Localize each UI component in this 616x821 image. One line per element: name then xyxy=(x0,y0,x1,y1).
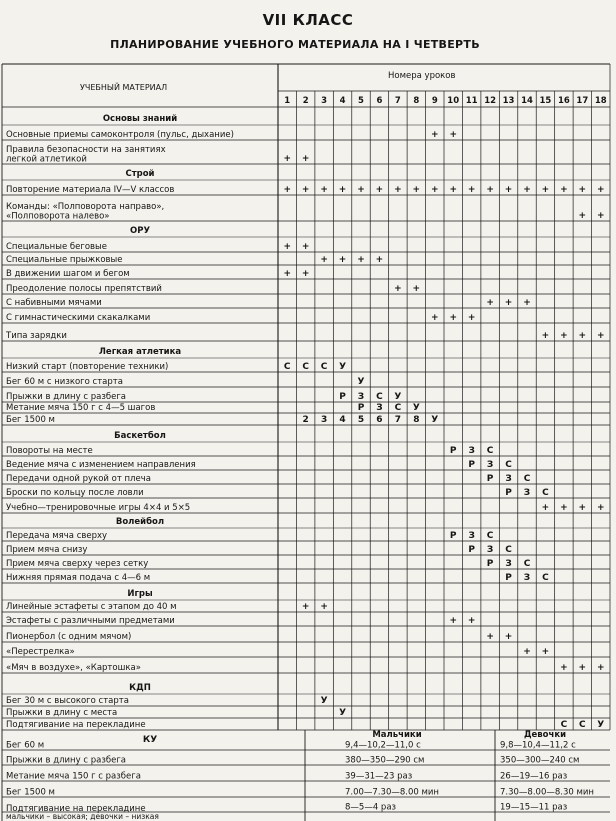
lesson-mark: + xyxy=(560,663,568,673)
ku-boys-value: 8—5—4 раз xyxy=(345,802,397,813)
row-label: Команды: «Полповорота направо», xyxy=(6,202,165,212)
lesson-mark: + xyxy=(283,242,291,252)
row-label: Прыжки в длину с разбега xyxy=(6,392,126,402)
lesson-mark: + xyxy=(504,185,513,195)
row-label: Передача мяча сверху xyxy=(6,531,108,541)
lesson-mark: З xyxy=(486,545,494,555)
lesson-number: 17 xyxy=(576,96,589,106)
ku-row-label: Бег 1500 м xyxy=(6,787,55,798)
row-label: Броски по кольцу после ловли xyxy=(6,488,144,498)
lesson-mark: Р xyxy=(505,573,512,583)
lesson-mark: + xyxy=(504,298,513,308)
lesson-mark: + xyxy=(357,255,365,265)
lesson-mark: Р xyxy=(357,403,365,413)
lesson-mark: 7 xyxy=(394,415,402,425)
lesson-mark: + xyxy=(541,185,550,195)
material-header: УЧЕБНЫЙ МАТЕРИАЛ xyxy=(80,83,168,92)
lesson-mark: + xyxy=(523,185,531,195)
row-label: Метание мяча 150 г с 4—5 шагов xyxy=(6,403,156,413)
page-title: VII КЛАСС xyxy=(262,11,354,29)
lesson-mark: + xyxy=(301,602,310,612)
section-title: Легкая атлетика xyxy=(98,347,182,357)
lesson-number: 5 xyxy=(358,96,364,106)
row-label: В движении шагом и бегом xyxy=(6,269,130,279)
lesson-mark: + xyxy=(412,185,421,195)
ku-girls-value: 26—19—16 раз xyxy=(500,771,568,782)
row-label: Ведение мяча с изменением направления xyxy=(6,460,196,470)
ku-row-label: Прыжки в длину с разбега xyxy=(6,755,126,766)
ku-row-label: Подтягивание на перекладине xyxy=(6,804,146,814)
lesson-mark: + xyxy=(338,185,347,195)
lesson-mark: У xyxy=(412,403,420,413)
lesson-mark: + xyxy=(431,185,439,195)
lesson-mark: + xyxy=(394,284,402,294)
lesson-mark: + xyxy=(283,185,291,195)
row-label: Бег 60 м с низкого старта xyxy=(6,377,123,387)
lesson-mark: + xyxy=(597,185,605,195)
lesson-mark: + xyxy=(486,185,494,195)
ku-row-label-continued: мальчики – высокая; девочки – низкая xyxy=(6,812,159,821)
lesson-mark: С xyxy=(579,720,586,730)
ku-row-label: Бег 60 м xyxy=(6,740,45,751)
lesson-mark: 6 xyxy=(376,415,383,425)
lesson-number: 10 xyxy=(447,96,460,106)
ku-boys-header: Мальчики xyxy=(372,730,422,740)
section-title: КДП xyxy=(129,683,151,693)
lesson-mark: С xyxy=(505,460,512,470)
lesson-mark: 2 xyxy=(302,415,309,425)
page-subtitle: ПЛАНИРОВАНИЕ УЧЕБНОГО МАТЕРИАЛА НА I ЧЕТВЕРТЬ xyxy=(110,38,480,51)
lesson-mark: С xyxy=(486,531,494,541)
lesson-number: 7 xyxy=(394,96,401,106)
lesson-mark: Р xyxy=(339,392,346,402)
ku-girls-value: 9,8—10,4—11,2 с xyxy=(500,740,576,751)
row-label: Прыжки в длину с места xyxy=(6,708,118,718)
lesson-mark: + xyxy=(320,255,328,265)
lesson-mark: 3 xyxy=(320,415,328,425)
lesson-number: 15 xyxy=(539,96,552,106)
row-label: С гимнастическими скакалками xyxy=(6,313,151,323)
lesson-mark: С xyxy=(505,545,512,555)
lesson-mark: С xyxy=(523,559,531,569)
lesson-mark: С xyxy=(560,720,568,730)
lesson-mark: + xyxy=(301,242,310,252)
lesson-mark: + xyxy=(560,331,568,341)
lesson-mark: + xyxy=(578,331,587,341)
lesson-mark: + xyxy=(449,185,457,195)
lesson-mark: + xyxy=(560,503,568,513)
lesson-mark: З xyxy=(505,559,512,569)
lesson-mark: + xyxy=(597,211,605,221)
ku-boys-value: 39—31—23 раз xyxy=(345,771,413,782)
lesson-mark: З xyxy=(376,403,383,413)
lesson-mark: + xyxy=(523,298,531,308)
ku-row-label: Метание мяча 150 г с разбега xyxy=(6,771,141,782)
lesson-mark: + xyxy=(449,313,457,323)
row-label: Пионербол (с одним мячом) xyxy=(6,632,132,642)
lesson-mark: У xyxy=(431,415,439,425)
ku-girls-value: 350—300—240 см xyxy=(500,755,580,766)
lesson-mark: Р xyxy=(468,460,475,470)
lessons-header: Номера уроков xyxy=(388,71,456,81)
lesson-number: 16 xyxy=(557,96,570,106)
lesson-mark: Р xyxy=(449,446,457,456)
lesson-mark: С xyxy=(320,362,328,372)
lesson-mark: + xyxy=(449,616,457,626)
lesson-mark: С xyxy=(542,488,549,498)
lesson-mark: Р xyxy=(505,488,512,498)
lesson-number: 18 xyxy=(594,96,607,106)
lesson-number: 9 xyxy=(431,96,438,106)
row-label: Нижняя прямая подача с 4—6 м xyxy=(6,573,151,583)
row-label: Эстафеты с различными предметами xyxy=(6,616,175,626)
lesson-mark: 4 xyxy=(339,415,346,425)
row-label: С набивными мячами xyxy=(6,298,102,308)
lesson-number: 2 xyxy=(302,96,309,106)
lesson-mark: С xyxy=(302,362,309,372)
ku-boys-value: 9,4—10,2—11,0 с xyxy=(345,740,421,751)
lesson-mark: + xyxy=(486,298,494,308)
lesson-mark: С xyxy=(486,446,494,456)
lesson-mark: + xyxy=(486,632,494,642)
lesson-number: 13 xyxy=(502,96,515,106)
lesson-mark: + xyxy=(431,130,439,140)
lesson-mark: + xyxy=(412,284,421,294)
lesson-mark: З xyxy=(523,488,531,498)
row-label-continued: легкой атлетикой xyxy=(6,154,87,165)
row-label: Правила безопасности на занятиях xyxy=(6,145,166,155)
lesson-mark: + xyxy=(467,185,476,195)
lesson-number: 4 xyxy=(339,96,346,106)
lesson-number: 8 xyxy=(413,96,420,106)
lesson-mark: З xyxy=(357,392,365,402)
lesson-number: 11 xyxy=(465,96,478,106)
ku-boys-value: 7.00—7.30—8.00 мин xyxy=(345,787,439,798)
lesson-mark: + xyxy=(320,602,328,612)
lesson-number: 14 xyxy=(521,96,533,106)
section-title: ОРУ xyxy=(129,226,151,236)
section-title: Баскетбол xyxy=(114,431,166,441)
ku-girls-value: 19—15—11 раз xyxy=(500,802,568,813)
row-label: Передачи одной рукой от плеча xyxy=(6,474,151,484)
lesson-mark: У xyxy=(320,696,328,706)
lesson-mark: + xyxy=(578,663,587,673)
row-label: Линейные эстафеты с этапом до 40 м xyxy=(6,602,177,612)
lesson-mark: + xyxy=(541,331,550,341)
lesson-mark: + xyxy=(467,616,476,626)
section-title: Волейбол xyxy=(115,517,165,527)
row-label: Преодоление полосы препятствий xyxy=(6,284,162,294)
lesson-mark: С xyxy=(523,474,531,484)
row-label: «Перестрелка» xyxy=(6,647,75,657)
lesson-mark: + xyxy=(301,154,310,164)
lesson-mark: + xyxy=(541,503,550,513)
row-label: Бег 30 м с высокого старта xyxy=(6,696,129,706)
lesson-mark: З xyxy=(468,446,475,456)
lesson-mark: + xyxy=(578,503,587,513)
lesson-mark: С xyxy=(376,392,383,402)
lesson-mark: + xyxy=(597,663,605,673)
lesson-mark: + xyxy=(541,647,550,657)
lesson-mark: + xyxy=(523,647,531,657)
ku-boys-value: 380—350—290 см xyxy=(345,755,425,766)
row-label: Специальные беговые xyxy=(6,242,107,252)
row-label: Специальные прыжковые xyxy=(6,255,123,265)
lesson-mark: + xyxy=(597,331,605,341)
lesson-number: 6 xyxy=(376,96,383,106)
lesson-mark: + xyxy=(504,632,513,642)
lesson-mark: + xyxy=(560,185,568,195)
lesson-number: 3 xyxy=(321,96,328,106)
lesson-mark: + xyxy=(301,269,310,279)
row-label: Типа зарядки xyxy=(6,331,67,341)
lesson-mark: У xyxy=(394,392,402,402)
lesson-mark: + xyxy=(283,269,291,279)
lesson-mark: З xyxy=(505,474,512,484)
lesson-mark: + xyxy=(375,185,384,195)
row-label: «Мяч в воздухе», «Картошка» xyxy=(6,663,141,673)
lesson-mark: + xyxy=(597,503,605,513)
lesson-mark: + xyxy=(394,185,402,195)
lesson-mark: + xyxy=(357,185,365,195)
row-label: Основные приемы самоконтроля (пульс, дыхание) xyxy=(6,130,234,140)
lesson-mark: З xyxy=(486,460,494,470)
row-label-continued: «Полповорота налево» xyxy=(6,211,110,222)
lesson-mark: У xyxy=(357,377,365,387)
lesson-mark: + xyxy=(301,185,310,195)
row-label: Низкий старт (повторение техники) xyxy=(6,362,169,372)
lesson-mark: С xyxy=(542,573,549,583)
lesson-mark: + xyxy=(375,255,384,265)
lesson-mark: З xyxy=(523,573,531,583)
row-label: Прием мяча снизу xyxy=(6,545,88,555)
row-label: Подтягивание на перекладине xyxy=(6,720,146,730)
lesson-mark: + xyxy=(449,130,457,140)
lesson-mark: + xyxy=(338,255,347,265)
lesson-mark: 5 xyxy=(357,415,365,425)
ku-girls-value: 7.30—8.00—8.30 мин xyxy=(500,787,594,798)
lesson-mark: З xyxy=(468,531,475,541)
section-title: Строй xyxy=(125,169,155,179)
lesson-mark: У xyxy=(597,720,605,730)
section-title: Основы знаний xyxy=(102,114,178,124)
lesson-mark: У xyxy=(339,708,347,718)
lesson-mark: Р xyxy=(449,531,457,541)
row-label: Прием мяча сверху через сетку xyxy=(6,559,149,569)
lesson-mark: + xyxy=(578,211,587,221)
lesson-mark: + xyxy=(283,154,291,164)
ku-girls-header: Девочки xyxy=(523,730,567,740)
lesson-mark: С xyxy=(394,403,402,413)
lesson-mark: У xyxy=(339,362,347,372)
lesson-mark: + xyxy=(431,313,439,323)
lesson-mark: Р xyxy=(486,559,494,569)
section-title: Игры xyxy=(127,589,153,599)
row-label: Повторение материала IV—V классов xyxy=(6,185,175,195)
lesson-mark: + xyxy=(320,185,328,195)
row-label: Учебно—тренировочные игры 4×4 и 5×5 xyxy=(6,503,191,513)
lesson-number: 1 xyxy=(284,96,291,106)
lesson-mark: + xyxy=(467,313,476,323)
lesson-number: 12 xyxy=(484,96,497,106)
lesson-mark: 8 xyxy=(413,415,420,425)
ku-title: КУ xyxy=(142,735,158,745)
lesson-mark: Р xyxy=(468,545,475,555)
lesson-mark: Р xyxy=(486,474,494,484)
row-label: Повороты на месте xyxy=(6,446,93,456)
row-label: Бег 1500 м xyxy=(6,415,55,425)
lesson-mark: С xyxy=(283,362,291,372)
lesson-mark: + xyxy=(578,185,587,195)
